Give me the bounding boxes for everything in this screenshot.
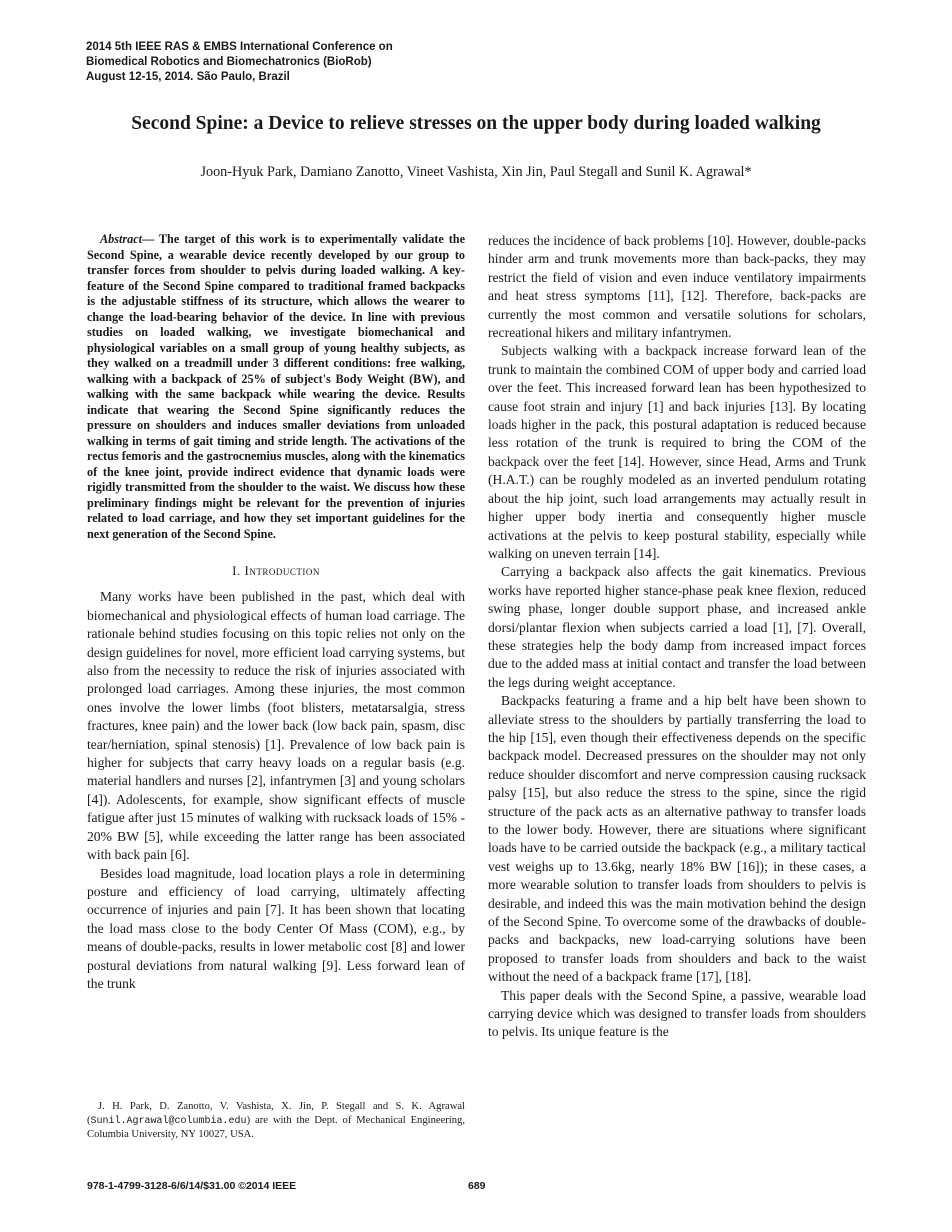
paper-title: Second Spine: a Device to relieve stresses on the upper body during loaded walking <box>131 113 821 134</box>
intro-paragraph-2: Besides load magnitude, load location plays a role in determining posture and efficiency of load carrying, ultimately affecting occurrence of injuries and pain [7]. It has been shown that locating the load mass close to the body Center Of Mass (COM), e.g., by means of double-packs, results in lower metabolic cost [8] and lower postural deviations from natural walking [9]. Less forward lean of the trunk <box>87 865 465 991</box>
section-title: Introduction <box>244 563 320 578</box>
abstract <box>87 232 465 542</box>
footnote-text-after: ) are with the Dept. of Mechanical Engineering, Columbia University, NY 10027, USA. <box>87 1114 465 1141</box>
right-column <box>488 232 866 1042</box>
abstract-text: — The target of this work is to experimentally validate the Second Spine, a wearable device recently developed by our group to transfer forces from shoulder to pelvis during loaded walking. A key-feature of the Second Spine compared to traditional framed backpacks is the adjustable stiffness of its structure, which allows the wearer to change the load-bearing behavior of the device. In line with previous studies on loaded walking, we investigate biomechanical and physiological variables on a small group of young healthy subjects, as they walked on a treadmill under 3 different conditions: free walking, walking with a backpack of 25% of subject's Body Weight (BW), and walking with the same backpack while wearing the device. Results indicate that wearing the Second Spine significantly reduces the pressure on shoulders and induces smaller deviations from unloaded walking in terms of gait timing and stride length. The activations of the rectus femoris and the gastrocnemius muscles, along with the kinematics of the knee joint, provide indirect evidence that dynamic loads were rigidly transmitted from the shoulder to the waist. We discuss how these preliminary findings might be relevant for the prevention of injuries related to load carriage, and how they set important guidelines for the next generation of the Second Spine. <box>87 232 465 541</box>
page-number: 689 <box>468 1180 486 1192</box>
author-affiliation-footnote <box>87 1100 465 1142</box>
conference-header <box>86 40 393 85</box>
section-numeral: I. <box>232 563 245 578</box>
paragraph-second-spine: This paper deals with the Second Spine, a passive, wearable load carrying device which was designed to transfer loads from shoulders to pelvis. Its unique feature is the <box>488 987 866 1040</box>
conference-line-3: August 12-15, 2014. São Paulo, Brazil <box>86 71 290 83</box>
intro-paragraph-1: Many works have been published in the past, which deal with biomechanical and physiological effects of human load carriage. The rationale behind studies focusing on this topic relies not only on the design guidelines for novel, more efficient load carrying systems, but also from the necessity to reduce the risk of injuries associated with prolonged load carriages. Among these injuries, the most common ones involve the lower limbs (foot blisters, metatarsalgia, stress fractures, knee pain) and the lower back (low back pain, spasm, disc tear/herniation, spinal stenosis) [1]. Prevalence of low back pain is higher for subjects that carry heavy loads on a regular basis (e.g. material handlers and nurses [2], infantrymen [3] and young scholars [4]). Adolescents, for example, show significant effects of muscle fatigue after just 15 minutes of walking with rucksack loads of 15% - 20% BW [5], while exceeding the latter range has been associated with back pain [6]. <box>87 589 465 863</box>
paragraph-backpack-frames: Backpacks featuring a frame and a hip belt have been shown to alleviate stress to the shoulders by partially transferring the load to the hip [15], even though their effectiveness depends on the specific backpack model. Decreased pressures on the shoulder may not only reduce shoulder discomfort and nerve compression causing rucksack palsy [15], but also reduce the stress to the spine, since the rigid structure of the pack acts as an alternative pathway to transfer loads to the lower body. However, there are situations where significant loads have to be carried outside the backpack (e.g., a military tactical vest weighs up to 13.6kg, nearly 18% BW [16]); in these cases, a more wearable solution to transfer loads from shoulders to pelvis is desirable, and indeed this was the main motivation behind the design of the Second Spine. To overcome some of the drawbacks of double-packs and backpacks, new load-carrying solutions have been proposed to transfer loads from shoulders and back to the waist without the need of a backpack frame [17], [18]. <box>488 693 866 985</box>
section-heading-introduction <box>87 562 465 580</box>
paragraph-forward-lean: Subjects walking with a backpack increase forward lean of the trunk to maintain the combined COM of upper body and carried load over the feet. This increased forward lean has been hypothesized to cause foot strain and injury [1] and back injuries [13]. By locating loads higher in the pack, this postural adaptation is reduced because less rotation of the trunk is required to bring the COM of the backpack over the feet [14]. However, since Head, Arms and Trunk (H.A.T.) can be roughly modeled as an inverted pendulum rotating about the hip joint, such load arrangements may actually result in higher upper body inertia and consequently higher muscle activations at the pelvis to keep postural stability, especially while walking on uneven terrain [14]. <box>488 343 866 561</box>
author-list: Joon-Hyuk Park, Damiano Zanotto, Vineet Vashista, Xin Jin, Paul Stegall and Sunil K. Agrawal* <box>200 164 752 180</box>
left-column <box>87 232 465 993</box>
paragraph-gait-kinematics: Carrying a backpack also affects the gait kinematics. Previous works have reported higher stance-phase peak knee flexion, reduced swing phase, longer double support phase, and increased ankle dorsi/plantar flexion when subjects carried a load [1], [7]. Overall, these strategies help the body damp from increased impact forces due to the added mass at initial contact and transfer the load between the legs during weight acceptance. <box>488 564 866 690</box>
author-email[interactable]: Sunil.Agrawal@columbia.edu <box>90 1115 247 1127</box>
paragraph-continued: reduces the incidence of back problems [10]. However, double-packs hinder arm and trunk movements more than back-packs, they may restrict the field of vision and even induce ventilatory impairments and heat stress symptoms [11], [12]. Therefore, back-packs are currently the most common and versatile solutions for scholars, recreational hikers and military infantrymen. <box>488 233 866 341</box>
conference-line-1: 2014 5th IEEE RAS & EMBS International Conference on <box>86 41 393 53</box>
abstract-label: Abstract <box>100 232 142 246</box>
isbn-copyright: 978-1-4799-3128-6/6/14/$31.00 ©2014 IEEE <box>87 1180 297 1192</box>
footnote-text-before: J. H. Park, D. Zanotto, V. Vashista, X. Jin, P. Stegall and S. K. Agrawal ( <box>87 1101 465 1126</box>
conference-line-2: Biomedical Robotics and Biomechatronics (BioRob) <box>86 56 372 68</box>
